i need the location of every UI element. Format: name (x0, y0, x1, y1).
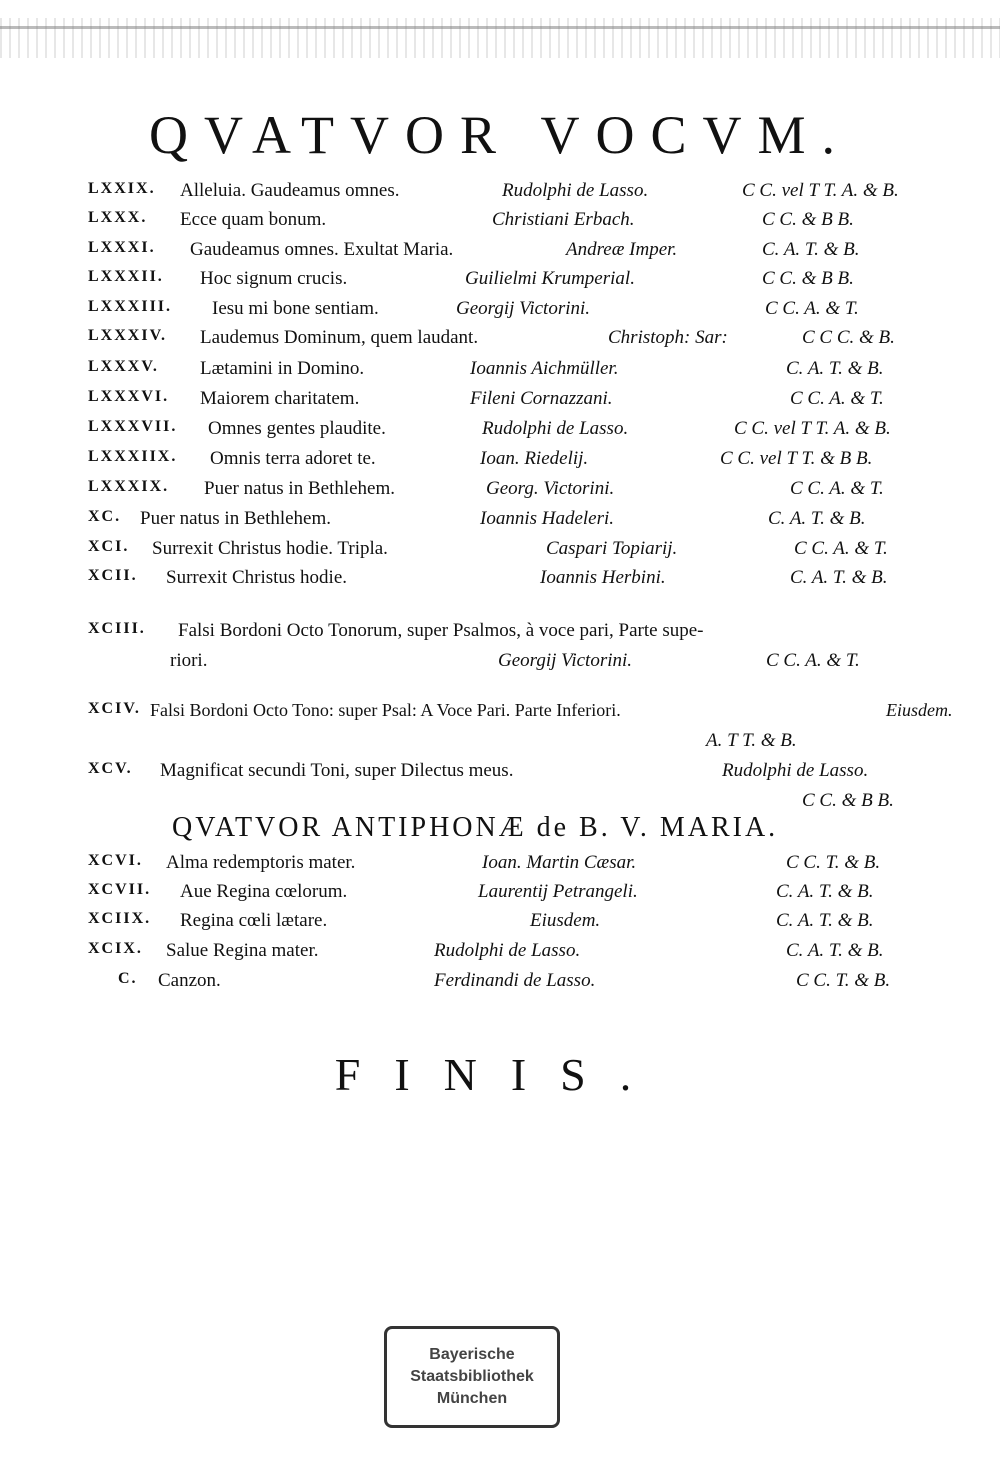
list-item (0, 298, 1000, 328)
entry-composer: Georgij Victorini. (456, 298, 591, 319)
entry-title: Iesu mi bone sentiam. (212, 298, 379, 319)
entry-voices: C. A. T. & B. (790, 567, 888, 588)
entry-composer: Caspari Topiarij. (546, 538, 678, 559)
entry-number: XCIIX. (88, 910, 152, 927)
entry-title: Omnes gentes plaudite. (208, 418, 386, 439)
entry-voices: C. A. T. & B. (786, 940, 884, 961)
entry-voices: C C. T. & B. (796, 970, 891, 991)
section-subheading: QVATVOR ANTIPHONÆ de B. V. MARIA. (172, 812, 779, 843)
entry-voices: C C. & B B. (762, 209, 854, 230)
entry-composer: Rudolphi de Lasso. (434, 940, 581, 961)
entry-composer: Ioannis Hadeleri. (480, 508, 615, 529)
list-item (0, 209, 1000, 239)
entry-voices: C C. A. & T. (794, 538, 888, 559)
entry-composer: Laurentij Petrangeli. (478, 881, 638, 902)
entry-number: LXXXIII. (88, 298, 173, 315)
entry-number: XC. (88, 508, 122, 525)
entry-number: XCI. (88, 538, 130, 555)
entry-voices: A. T T. & B. (706, 730, 797, 751)
entry-number: XCIII. (88, 620, 146, 637)
entry-title: Puer natus in Bethlehem. (140, 508, 332, 529)
entry-number: LXXIX. (88, 180, 156, 197)
entry-voices: C C. vel T T. & B B. (720, 448, 873, 469)
entry-composer: Ioannis Aichmüller. (470, 358, 619, 379)
entry-number: LXXXIX. (88, 478, 170, 495)
entry-title: Salue Regina mater. (166, 940, 319, 961)
page-edge-noise (0, 18, 1000, 58)
entry-composer: Ioannis Herbini. (540, 567, 666, 588)
entry-title: Puer natus in Bethlehem. (204, 478, 396, 499)
entry-voices: C C. & B B. (802, 790, 894, 811)
list-item (0, 358, 1000, 388)
list-item (0, 970, 1000, 1000)
entry-voices: C C. vel T T. A. & B. (734, 418, 891, 439)
entry-voices: C C. A. & T. (765, 298, 859, 319)
entry-title: Omnis terra adoret te. (210, 448, 376, 469)
entry-voices: C. A. T. & B. (776, 910, 874, 931)
entry-voices: C. A. T. & B. (768, 508, 866, 529)
list-item (0, 567, 1000, 597)
entry-title: Canzon. (158, 970, 221, 991)
stamp-line: Bayerische (429, 1346, 515, 1363)
list-item (0, 910, 1000, 940)
list-item (0, 448, 1000, 478)
entry-composer: Ioan. Riedelij. (480, 448, 589, 469)
entry-number: LXXX. (88, 209, 148, 226)
entry-composer: Ioan. Martin Cæsar. (482, 852, 637, 873)
entry-composer: Christoph: Sar: (608, 327, 728, 348)
entry-title: Falsi Bordoni Octo Tono: super Psal: A Voce Pari. Parte Inferiori. (150, 700, 621, 720)
list-item (0, 508, 1000, 538)
entry-composer: Georg. Victorini. (486, 478, 615, 499)
entry-number: LXXXVI. (88, 388, 170, 405)
entry-title: Gaudeamus omnes. Exultat Maria. (190, 239, 454, 260)
entry-number: XCIX. (88, 940, 143, 957)
entry-title: Laudemus Dominum, quem laudant. (200, 327, 479, 348)
entry-number: XCIV. (88, 700, 141, 717)
entry-composer: Rudolphi de Lasso. (722, 760, 869, 781)
entry-composer: Rudolphi de Lasso. (482, 418, 629, 439)
entry-title: Falsi Bordoni Octo Tonorum, super Psalmos, à voce pari, Parte supe- (178, 620, 704, 641)
page-edge-line (0, 26, 1000, 29)
entry-title: Regina cœli lætare. (180, 910, 328, 931)
entry-number: C. (118, 970, 138, 987)
list-item (0, 268, 1000, 298)
list-item (0, 418, 1000, 448)
entry-voices: C. A. T. & B. (786, 358, 884, 379)
list-item (0, 940, 1000, 970)
entry-title: Maiorem charitatem. (200, 388, 360, 409)
entry-composer: Georgij Victorini. (498, 650, 633, 671)
entry-title: Surrexit Christus hodie. (166, 567, 348, 588)
entry-number: XCII. (88, 567, 138, 584)
entry-voices: C C. T. & B. (786, 852, 881, 873)
page-heading: QVATVOR VOCVM. (148, 105, 852, 165)
list-item (0, 852, 1000, 882)
list-item (0, 760, 1000, 790)
list-item-continuation (0, 730, 1000, 760)
entry-number: LXXXVII. (88, 418, 178, 435)
list-item (0, 388, 1000, 418)
entry-title: Ecce quam bonum. (180, 209, 327, 230)
entry-composer: Eiusdem. (530, 910, 601, 931)
entry-number: XCVI. (88, 852, 143, 869)
list-item (0, 700, 1000, 730)
entry-composer: Fileni Cornazzani. (470, 388, 613, 409)
list-item (0, 327, 1000, 357)
entry-voices: C C. & B B. (762, 268, 854, 289)
entry-title: Hoc signum crucis. (200, 268, 348, 289)
entry-number: XCV. (88, 760, 133, 777)
entry-composer: Guilielmi Krumperial. (465, 268, 635, 289)
entry-number: XCVII. (88, 881, 152, 898)
list-item (0, 620, 1000, 650)
entry-voices: C C. A. & T. (766, 650, 860, 671)
list-item-continuation (0, 650, 1000, 680)
list-item (0, 239, 1000, 269)
library-stamp (384, 1326, 560, 1428)
entry-voices: C C C. & B. (802, 327, 895, 348)
finis-text: FINIS. (334, 1049, 666, 1100)
stamp-line: München (436, 1390, 508, 1407)
entry-number: LXXXII. (88, 268, 164, 285)
entry-voices: C C. A. & T. (790, 478, 884, 499)
entry-number: LXXXIIX. (88, 448, 178, 465)
list-item (0, 881, 1000, 911)
entry-title-continued: riori. (170, 650, 208, 671)
stamp-line: Staatsbibliothek (410, 1368, 534, 1385)
entry-voices: C. A. T. & B. (776, 881, 874, 902)
entry-number: LXXXI. (88, 239, 156, 256)
entry-title: Alma redemptoris mater. (166, 852, 356, 873)
entry-composer: Andreæ Imper. (566, 239, 678, 260)
entry-composer: Christiani Erbach. (492, 209, 635, 230)
entry-title: Lætamini in Domino. (200, 358, 365, 379)
entry-title: Aue Regina cœlorum. (180, 881, 348, 902)
entry-title: Magnificat secundi Toni, super Dilectus meus. (160, 760, 514, 781)
entry-composer: Eiusdem. (886, 700, 953, 720)
entry-composer: Rudolphi de Lasso. (502, 180, 649, 201)
entry-number: LXXXIV. (88, 327, 168, 344)
list-item (0, 180, 1000, 210)
entry-voices: C. A. T. & B. (762, 239, 860, 260)
entry-title: Alleluia. Gaudeamus omnes. (180, 180, 400, 201)
entry-title: Surrexit Christus hodie. Tripla. (152, 538, 388, 559)
entry-voices: C C. vel T T. A. & B. (742, 180, 899, 201)
entry-number: LXXXV. (88, 358, 159, 375)
entry-composer: Ferdinandi de Lasso. (434, 970, 596, 991)
list-item (0, 538, 1000, 568)
list-item (0, 478, 1000, 508)
entry-voices: C C. A. & T. (790, 388, 884, 409)
